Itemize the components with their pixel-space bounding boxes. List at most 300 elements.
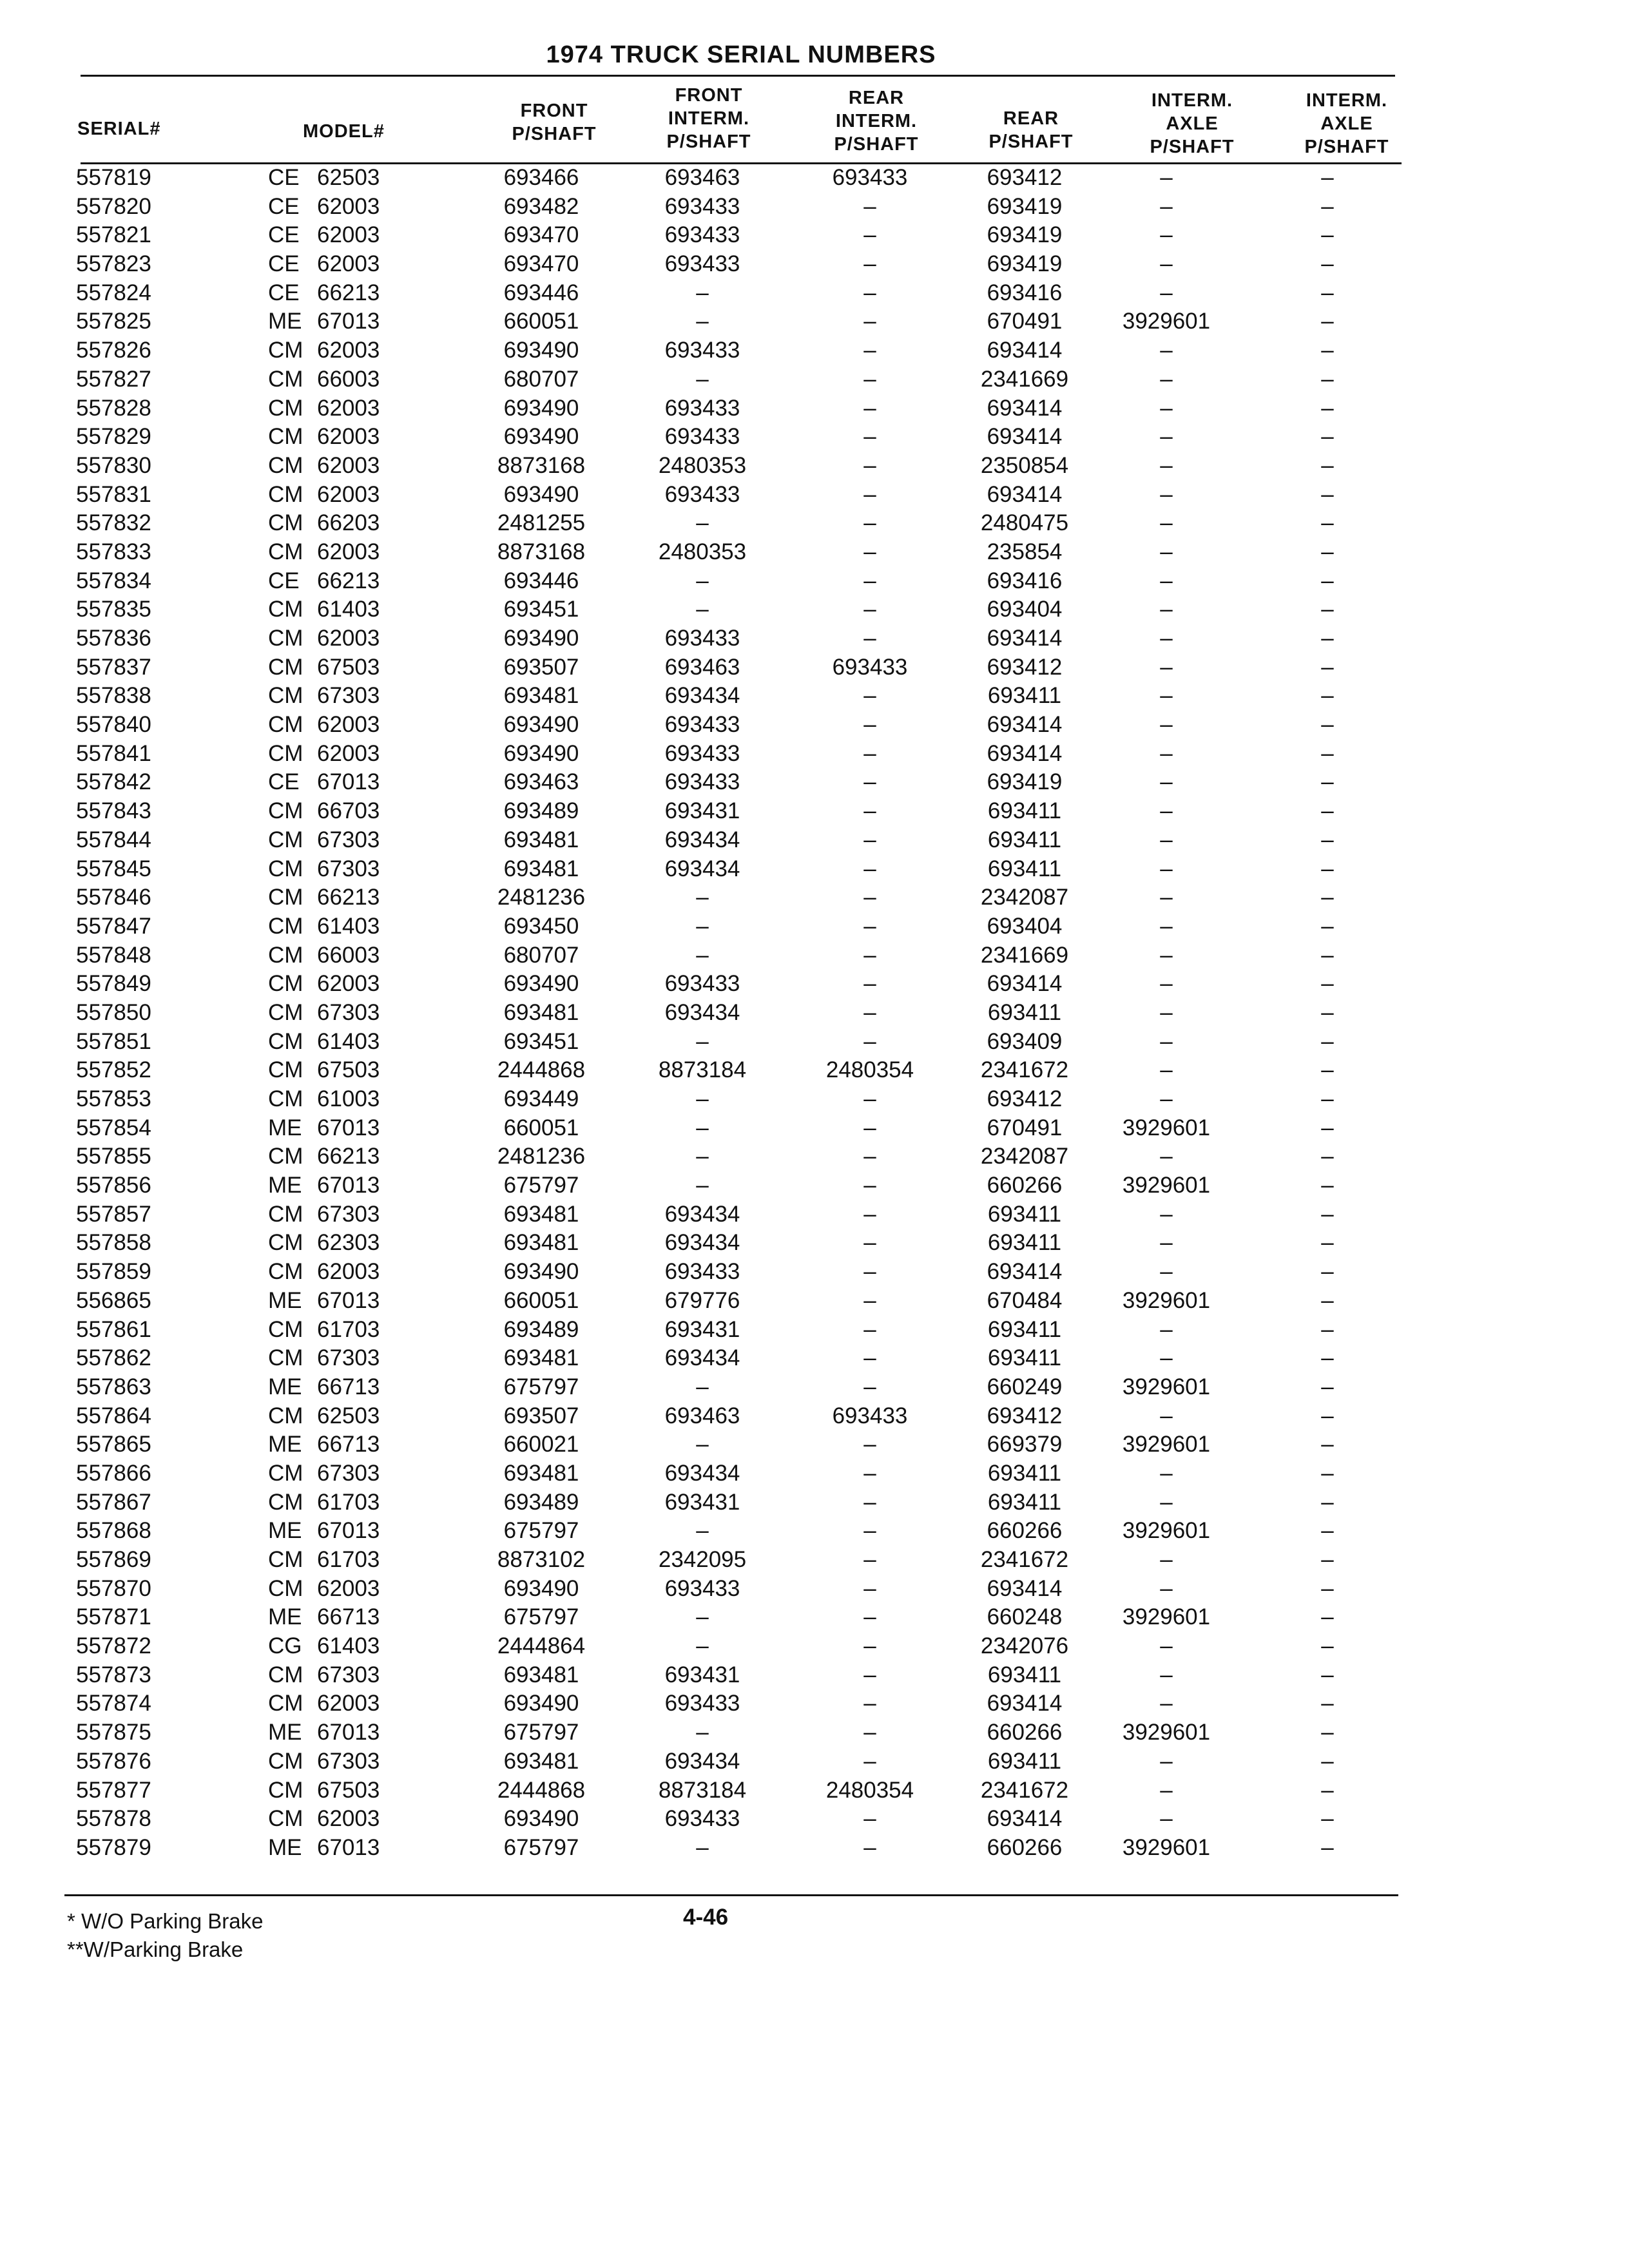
serial-cell: 557840	[76, 712, 151, 738]
rear-interm-pshaft-cell: –	[863, 1086, 876, 1111]
table-row	[0, 1316, 1629, 1345]
table-row	[0, 912, 1629, 941]
serial-cell: 557861	[76, 1316, 151, 1342]
rear-pshaft-cell: 693412	[987, 654, 1063, 680]
front-interm-pshaft-cell: 2480353	[658, 539, 747, 564]
interm-axle-pshaft-cell: –	[1160, 1259, 1173, 1285]
table-row	[0, 307, 1629, 336]
interm-axle-pshaft-cell: –	[1160, 999, 1173, 1025]
table-row	[0, 1056, 1629, 1085]
model-prefix-cell: CM	[268, 683, 304, 709]
table-row	[0, 567, 1629, 596]
front-interm-pshaft-cell: 2342095	[658, 1547, 747, 1572]
footnote-2: **W/Parking Brake	[67, 1937, 244, 1961]
interm-axle-pshaft-cell: –	[1160, 1489, 1173, 1515]
table-row	[0, 1575, 1629, 1604]
model-prefix-cell: CM	[268, 1748, 304, 1774]
front-pshaft-cell: 693481	[503, 1201, 579, 1227]
interm-axle-pshaft-2-cell: –	[1321, 1201, 1334, 1227]
table-row	[0, 1718, 1629, 1747]
interm-axle-pshaft-cell: 3929601	[1122, 1115, 1211, 1140]
rear-interm-pshaft-cell: –	[863, 1144, 876, 1169]
front-pshaft-cell: 660051	[503, 1115, 579, 1140]
rear-interm-pshaft-cell: 2480354	[825, 1777, 914, 1803]
serial-cell: 557849	[76, 971, 151, 997]
serial-cell: 557825	[76, 309, 151, 334]
model-prefix-cell: CM	[268, 1201, 304, 1227]
interm-axle-pshaft-2-cell: –	[1321, 1604, 1334, 1630]
rear-interm-pshaft-cell: –	[863, 1633, 876, 1659]
rear-pshaft-cell: 693411	[987, 683, 1062, 709]
serial-cell: 557865	[76, 1432, 151, 1457]
model-number-cell: 62003	[317, 424, 380, 450]
serial-cell: 557838	[76, 683, 151, 709]
front-interm-pshaft-cell: 693463	[664, 1403, 740, 1428]
interm-axle-pshaft-2-cell: –	[1321, 1230, 1334, 1256]
model-prefix-cell: CM	[268, 510, 304, 536]
interm-axle-pshaft-2-cell: –	[1321, 1633, 1334, 1659]
front-interm-pshaft-cell: 693433	[664, 481, 740, 507]
model-number-cell: 67013	[317, 1518, 380, 1544]
rear-pshaft-cell: 693411	[987, 1201, 1062, 1227]
front-pshaft-cell: 660051	[503, 309, 579, 334]
rear-pshaft-cell: 693411	[987, 856, 1062, 881]
model-number-cell: 67303	[317, 1345, 380, 1371]
rear-pshaft-cell: 670491	[987, 1115, 1063, 1140]
front-pshaft-cell: 675797	[503, 1834, 579, 1860]
front-pshaft-cell: 693490	[503, 481, 579, 507]
serial-cell: 557851	[76, 1028, 151, 1054]
table-row	[0, 509, 1629, 538]
front-pshaft-cell: 693490	[503, 424, 579, 450]
interm-axle-pshaft-cell: –	[1160, 1057, 1173, 1083]
model-prefix-cell: CM	[268, 1575, 304, 1601]
serial-cell: 557821	[76, 222, 151, 248]
rear-interm-pshaft-cell: –	[863, 626, 876, 651]
rear-interm-pshaft-cell: –	[863, 1547, 876, 1572]
front-pshaft-cell: 693482	[503, 193, 579, 219]
rear-pshaft-cell: 693414	[987, 712, 1063, 738]
rear-pshaft-cell: 2341672	[980, 1057, 1069, 1083]
front-interm-pshaft-cell: –	[696, 280, 709, 305]
table-row	[0, 1258, 1629, 1287]
serial-cell: 557848	[76, 942, 151, 968]
rear-pshaft-cell: 693409	[987, 1028, 1063, 1054]
interm-axle-pshaft-cell: –	[1160, 193, 1173, 219]
table-row	[0, 1834, 1629, 1863]
model-prefix-cell: ME	[268, 1834, 302, 1860]
rear-pshaft-cell: 693411	[987, 999, 1062, 1025]
front-pshaft-cell: 2481255	[497, 510, 586, 536]
model-prefix-cell: CM	[268, 999, 304, 1025]
interm-axle-pshaft-2-cell: –	[1321, 1287, 1334, 1313]
front-pshaft-cell: 693490	[503, 1259, 579, 1285]
interm-axle-pshaft-2-cell: –	[1321, 942, 1334, 968]
rear-interm-pshaft-cell: –	[863, 1259, 876, 1285]
front-interm-pshaft-cell: 693431	[664, 798, 740, 824]
front-interm-pshaft-cell: 693433	[664, 1575, 740, 1601]
model-number-cell: 62003	[317, 251, 380, 277]
model-prefix-cell: ME	[268, 309, 302, 334]
interm-axle-pshaft-2-cell: –	[1321, 1345, 1334, 1371]
serial-cell: 557835	[76, 597, 151, 622]
table-row	[0, 1661, 1629, 1690]
front-interm-pshaft-cell: –	[696, 1115, 709, 1140]
interm-axle-pshaft-2-cell: –	[1321, 366, 1334, 392]
front-interm-pshaft-cell: 693433	[664, 712, 740, 738]
front-interm-pshaft-cell: 693431	[664, 1489, 740, 1515]
rear-interm-pshaft-cell: –	[863, 769, 876, 795]
serial-cell: 557824	[76, 280, 151, 305]
rear-interm-pshaft-cell: –	[863, 798, 876, 824]
rear-interm-pshaft-cell: –	[863, 683, 876, 709]
table-row	[0, 1229, 1629, 1258]
model-number-cell: 67503	[317, 1057, 380, 1083]
interm-axle-pshaft-cell: –	[1160, 1575, 1173, 1601]
serial-cell: 557863	[76, 1374, 151, 1399]
serial-cell: 557850	[76, 999, 151, 1025]
table-row	[0, 1344, 1629, 1373]
front-interm-pshaft-cell: –	[696, 510, 709, 536]
model-number-cell: 67303	[317, 827, 380, 852]
model-number-cell: 61403	[317, 1028, 380, 1054]
serial-cell: 557869	[76, 1547, 151, 1572]
serial-cell: 557846	[76, 885, 151, 910]
front-pshaft-cell: 693449	[503, 1086, 579, 1111]
model-number-cell: 61703	[317, 1489, 380, 1515]
front-interm-pshaft-cell: 693463	[664, 165, 740, 190]
rear-interm-pshaft-cell: –	[863, 481, 876, 507]
serial-table	[0, 164, 1629, 1863]
front-pshaft-cell: 2444864	[497, 1633, 586, 1659]
model-prefix-cell: CM	[268, 424, 304, 450]
model-prefix-cell: CM	[268, 1345, 304, 1371]
model-number-cell: 67013	[317, 1173, 380, 1198]
front-pshaft-cell: 693446	[503, 568, 579, 593]
front-pshaft-cell: 2481236	[497, 885, 586, 910]
serial-cell: 557827	[76, 366, 151, 392]
rear-interm-pshaft-cell: –	[863, 1201, 876, 1227]
front-interm-pshaft-cell: 693433	[664, 971, 740, 997]
rear-interm-pshaft-cell: –	[863, 1806, 876, 1832]
serial-cell: 557831	[76, 481, 151, 507]
front-pshaft-cell: 8873168	[497, 452, 586, 478]
rear-pshaft-cell: 693414	[987, 338, 1063, 363]
interm-axle-pshaft-cell: –	[1160, 597, 1173, 622]
model-number-cell: 62003	[317, 338, 380, 363]
rear-pshaft-cell: 693412	[987, 165, 1063, 190]
front-interm-pshaft-cell: –	[696, 597, 709, 622]
model-number-cell: 67013	[317, 1115, 380, 1140]
rear-interm-pshaft-cell: –	[863, 1316, 876, 1342]
interm-axle-pshaft-2-cell: –	[1321, 971, 1334, 997]
rear-pshaft-cell: 660266	[987, 1518, 1063, 1544]
front-interm-pshaft-cell: 693434	[664, 1201, 740, 1227]
table-row	[0, 1085, 1629, 1114]
serial-cell: 557862	[76, 1345, 151, 1371]
serial-cell: 557841	[76, 740, 151, 766]
interm-axle-pshaft-cell: –	[1160, 1777, 1173, 1803]
interm-axle-pshaft-2-cell: –	[1321, 769, 1334, 795]
front-pshaft-cell: 675797	[503, 1173, 579, 1198]
interm-axle-pshaft-2-cell: –	[1321, 1662, 1334, 1687]
front-interm-pshaft-cell: 679776	[664, 1287, 740, 1313]
interm-axle-pshaft-cell: –	[1160, 1547, 1173, 1572]
model-prefix-cell: CM	[268, 856, 304, 881]
table-row	[0, 797, 1629, 826]
model-number-cell: 62003	[317, 539, 380, 564]
rear-interm-pshaft-cell: –	[863, 1432, 876, 1457]
interm-axle-pshaft-cell: –	[1160, 654, 1173, 680]
front-interm-pshaft-cell: –	[696, 1834, 709, 1860]
rear-interm-pshaft-cell: 693433	[832, 654, 908, 680]
front-pshaft-cell: 693490	[503, 338, 579, 363]
serial-cell: 557866	[76, 1460, 151, 1486]
interm-axle-pshaft-cell: –	[1160, 510, 1173, 536]
model-number-cell: 66713	[317, 1432, 380, 1457]
front-interm-pshaft-cell: 693434	[664, 683, 740, 709]
rear-interm-pshaft-cell: –	[863, 1374, 876, 1399]
header-model: MODEL#	[303, 121, 385, 142]
model-number-cell: 66713	[317, 1374, 380, 1399]
rear-pshaft-cell: 660249	[987, 1374, 1063, 1399]
model-prefix-cell: CM	[268, 712, 304, 738]
rear-interm-pshaft-cell: –	[863, 424, 876, 450]
table-row	[0, 1747, 1629, 1776]
model-number-cell: 62503	[317, 165, 380, 190]
rear-interm-pshaft-cell: –	[863, 1662, 876, 1687]
interm-axle-pshaft-cell: –	[1160, 1403, 1173, 1428]
front-interm-pshaft-cell: 693434	[664, 1748, 740, 1774]
rear-interm-pshaft-cell: –	[863, 971, 876, 997]
model-prefix-cell: CE	[268, 568, 300, 593]
rear-pshaft-cell: 693411	[987, 798, 1062, 824]
front-pshaft-cell: 693481	[503, 1460, 579, 1486]
model-number-cell: 61703	[317, 1547, 380, 1572]
rear-pshaft-cell: 693411	[987, 1345, 1062, 1371]
serial-cell: 557878	[76, 1806, 151, 1832]
rear-interm-pshaft-cell: –	[863, 222, 876, 248]
serial-cell: 557864	[76, 1403, 151, 1428]
model-prefix-cell: CM	[268, 1460, 304, 1486]
rear-interm-pshaft-cell: –	[863, 1028, 876, 1054]
front-pshaft-cell: 675797	[503, 1720, 579, 1745]
model-prefix-cell: ME	[268, 1287, 302, 1313]
front-pshaft-cell: 693481	[503, 1748, 579, 1774]
rear-interm-pshaft-cell: –	[863, 827, 876, 852]
model-number-cell: 62003	[317, 740, 380, 766]
model-prefix-cell: ME	[268, 1604, 302, 1630]
bottom-rule	[64, 1894, 1398, 1896]
front-interm-pshaft-cell: 693433	[664, 395, 740, 421]
interm-axle-pshaft-2-cell: –	[1321, 885, 1334, 910]
interm-axle-pshaft-cell: –	[1160, 1806, 1173, 1832]
rear-pshaft-cell: 660266	[987, 1834, 1063, 1860]
serial-cell: 557832	[76, 510, 151, 536]
table-row	[0, 1028, 1629, 1057]
model-prefix-cell: ME	[268, 1173, 302, 1198]
model-prefix-cell: CM	[268, 1691, 304, 1716]
serial-cell: 557855	[76, 1144, 151, 1169]
serial-cell: 557872	[76, 1633, 151, 1659]
model-number-cell: 62003	[317, 1575, 380, 1601]
table-row	[0, 1402, 1629, 1431]
rear-pshaft-cell: 2480475	[980, 510, 1069, 536]
table-row	[0, 1805, 1629, 1834]
model-number-cell: 66213	[317, 1144, 380, 1169]
model-prefix-cell: CM	[268, 942, 304, 968]
serial-cell: 557879	[76, 1834, 151, 1860]
interm-axle-pshaft-2-cell: –	[1321, 1057, 1334, 1083]
interm-axle-pshaft-2-cell: –	[1321, 597, 1334, 622]
table-row	[0, 1142, 1629, 1171]
interm-axle-pshaft-2-cell: –	[1321, 222, 1334, 248]
page-number: 4-46	[683, 1905, 729, 1930]
header-front: FRONT P/SHAFT	[512, 101, 597, 144]
front-interm-pshaft-cell: –	[696, 913, 709, 939]
front-pshaft-cell: 660021	[503, 1432, 579, 1457]
table-row	[0, 711, 1629, 740]
front-interm-pshaft-cell: 693433	[664, 1259, 740, 1285]
model-number-cell: 66213	[317, 885, 380, 910]
interm-axle-pshaft-2-cell: –	[1321, 568, 1334, 593]
interm-axle-pshaft-cell: –	[1160, 1230, 1173, 1256]
rear-interm-pshaft-cell: –	[863, 597, 876, 622]
front-interm-pshaft-cell: –	[696, 1432, 709, 1457]
rear-pshaft-cell: 2341672	[980, 1547, 1069, 1572]
front-pshaft-cell: 693481	[503, 999, 579, 1025]
rear-pshaft-cell: 2341669	[980, 366, 1069, 392]
interm-axle-pshaft-2-cell: –	[1321, 740, 1334, 766]
model-prefix-cell: CM	[268, 1230, 304, 1256]
front-interm-pshaft-cell: –	[696, 942, 709, 968]
interm-axle-pshaft-cell: –	[1160, 366, 1173, 392]
front-pshaft-cell: 8873168	[497, 539, 586, 564]
rear-interm-pshaft-cell: –	[863, 366, 876, 392]
interm-axle-pshaft-2-cell: –	[1321, 1834, 1334, 1860]
rear-pshaft-cell: 2341669	[980, 942, 1069, 968]
front-interm-pshaft-cell: 693431	[664, 1316, 740, 1342]
front-pshaft-cell: 675797	[503, 1374, 579, 1399]
serial-cell: 557819	[76, 165, 151, 190]
model-number-cell: 62003	[317, 1806, 380, 1832]
front-interm-pshaft-cell: 693434	[664, 999, 740, 1025]
rear-pshaft-cell: 693411	[987, 827, 1062, 852]
table-row	[0, 740, 1629, 769]
model-number-cell: 67503	[317, 654, 380, 680]
model-prefix-cell: CM	[268, 626, 304, 651]
model-prefix-cell: ME	[268, 1115, 302, 1140]
interm-axle-pshaft-cell: –	[1160, 1086, 1173, 1111]
front-interm-pshaft-cell: 8873184	[658, 1057, 747, 1083]
rear-pshaft-cell: 693414	[987, 1259, 1063, 1285]
front-pshaft-cell: 693450	[503, 913, 579, 939]
interm-axle-pshaft-2-cell: –	[1321, 395, 1334, 421]
serial-cell: 557853	[76, 1086, 151, 1111]
interm-axle-pshaft-cell: –	[1160, 798, 1173, 824]
model-prefix-cell: CE	[268, 165, 300, 190]
rear-interm-pshaft-cell: –	[863, 452, 876, 478]
front-pshaft-cell: 693481	[503, 1230, 579, 1256]
interm-axle-pshaft-cell: –	[1160, 251, 1173, 277]
rear-pshaft-cell: 2342087	[980, 1144, 1069, 1169]
rear-interm-pshaft-cell: –	[863, 740, 876, 766]
table-row	[0, 394, 1629, 423]
serial-cell: 557867	[76, 1489, 151, 1515]
front-interm-pshaft-cell: 693463	[664, 654, 740, 680]
table-row	[0, 1459, 1629, 1488]
interm-axle-pshaft-cell: –	[1160, 1201, 1173, 1227]
rear-pshaft-cell: 693411	[987, 1748, 1062, 1774]
rear-interm-pshaft-cell: –	[863, 251, 876, 277]
interm-axle-pshaft-cell: –	[1160, 827, 1173, 852]
table-row	[0, 855, 1629, 884]
model-number-cell: 61403	[317, 597, 380, 622]
interm-axle-pshaft-cell: –	[1160, 539, 1173, 564]
header-rear-interm: REAR INTERM. P/SHAFT	[834, 88, 919, 155]
front-interm-pshaft-cell: –	[696, 366, 709, 392]
front-pshaft-cell: 693463	[503, 769, 579, 795]
rear-pshaft-cell: 693411	[987, 1316, 1062, 1342]
model-prefix-cell: CM	[268, 1259, 304, 1285]
rear-interm-pshaft-cell: –	[863, 338, 876, 363]
interm-axle-pshaft-2-cell: –	[1321, 309, 1334, 334]
model-number-cell: 67503	[317, 1777, 380, 1803]
front-pshaft-cell: 680707	[503, 366, 579, 392]
model-number-cell: 67303	[317, 999, 380, 1025]
front-interm-pshaft-cell: 693434	[664, 1345, 740, 1371]
interm-axle-pshaft-cell: 3929601	[1122, 1604, 1211, 1630]
table-row	[0, 970, 1629, 999]
interm-axle-pshaft-cell: –	[1160, 856, 1173, 881]
rear-pshaft-cell: 670491	[987, 309, 1063, 334]
interm-axle-pshaft-2-cell: –	[1321, 827, 1334, 852]
front-pshaft-cell: 693481	[503, 683, 579, 709]
serial-cell: 557829	[76, 424, 151, 450]
rear-pshaft-cell: 693414	[987, 626, 1063, 651]
front-interm-pshaft-cell: 693433	[664, 424, 740, 450]
interm-axle-pshaft-2-cell: –	[1321, 1460, 1334, 1486]
interm-axle-pshaft-cell: –	[1160, 942, 1173, 968]
serial-cell: 557871	[76, 1604, 151, 1630]
header-front-interm: FRONT INTERM. P/SHAFT	[666, 85, 751, 152]
table-row	[0, 1287, 1629, 1316]
interm-axle-pshaft-2-cell: –	[1321, 1028, 1334, 1054]
interm-axle-pshaft-2-cell: –	[1321, 1547, 1334, 1572]
front-interm-pshaft-cell: –	[696, 1604, 709, 1630]
rear-interm-pshaft-cell: –	[863, 712, 876, 738]
interm-axle-pshaft-2-cell: –	[1321, 798, 1334, 824]
rear-pshaft-cell: 670484	[987, 1287, 1063, 1313]
front-interm-pshaft-cell: 693434	[664, 827, 740, 852]
serial-cell: 557874	[76, 1691, 151, 1716]
table-row	[0, 653, 1629, 682]
model-prefix-cell: CM	[268, 1777, 304, 1803]
front-pshaft-cell: 693507	[503, 654, 579, 680]
interm-axle-pshaft-cell: –	[1160, 452, 1173, 478]
rear-interm-pshaft-cell: –	[863, 568, 876, 593]
interm-axle-pshaft-2-cell: –	[1321, 193, 1334, 219]
page-title: 1974 TRUCK SERIAL NUMBERS	[546, 41, 936, 68]
interm-axle-pshaft-cell: –	[1160, 338, 1173, 363]
front-pshaft-cell: 693490	[503, 1575, 579, 1601]
rear-interm-pshaft-cell: –	[863, 856, 876, 881]
model-number-cell: 67013	[317, 1287, 380, 1313]
table-row	[0, 279, 1629, 308]
front-interm-pshaft-cell: –	[696, 1374, 709, 1399]
rear-pshaft-cell: 660248	[987, 1604, 1063, 1630]
interm-axle-pshaft-cell: –	[1160, 424, 1173, 450]
